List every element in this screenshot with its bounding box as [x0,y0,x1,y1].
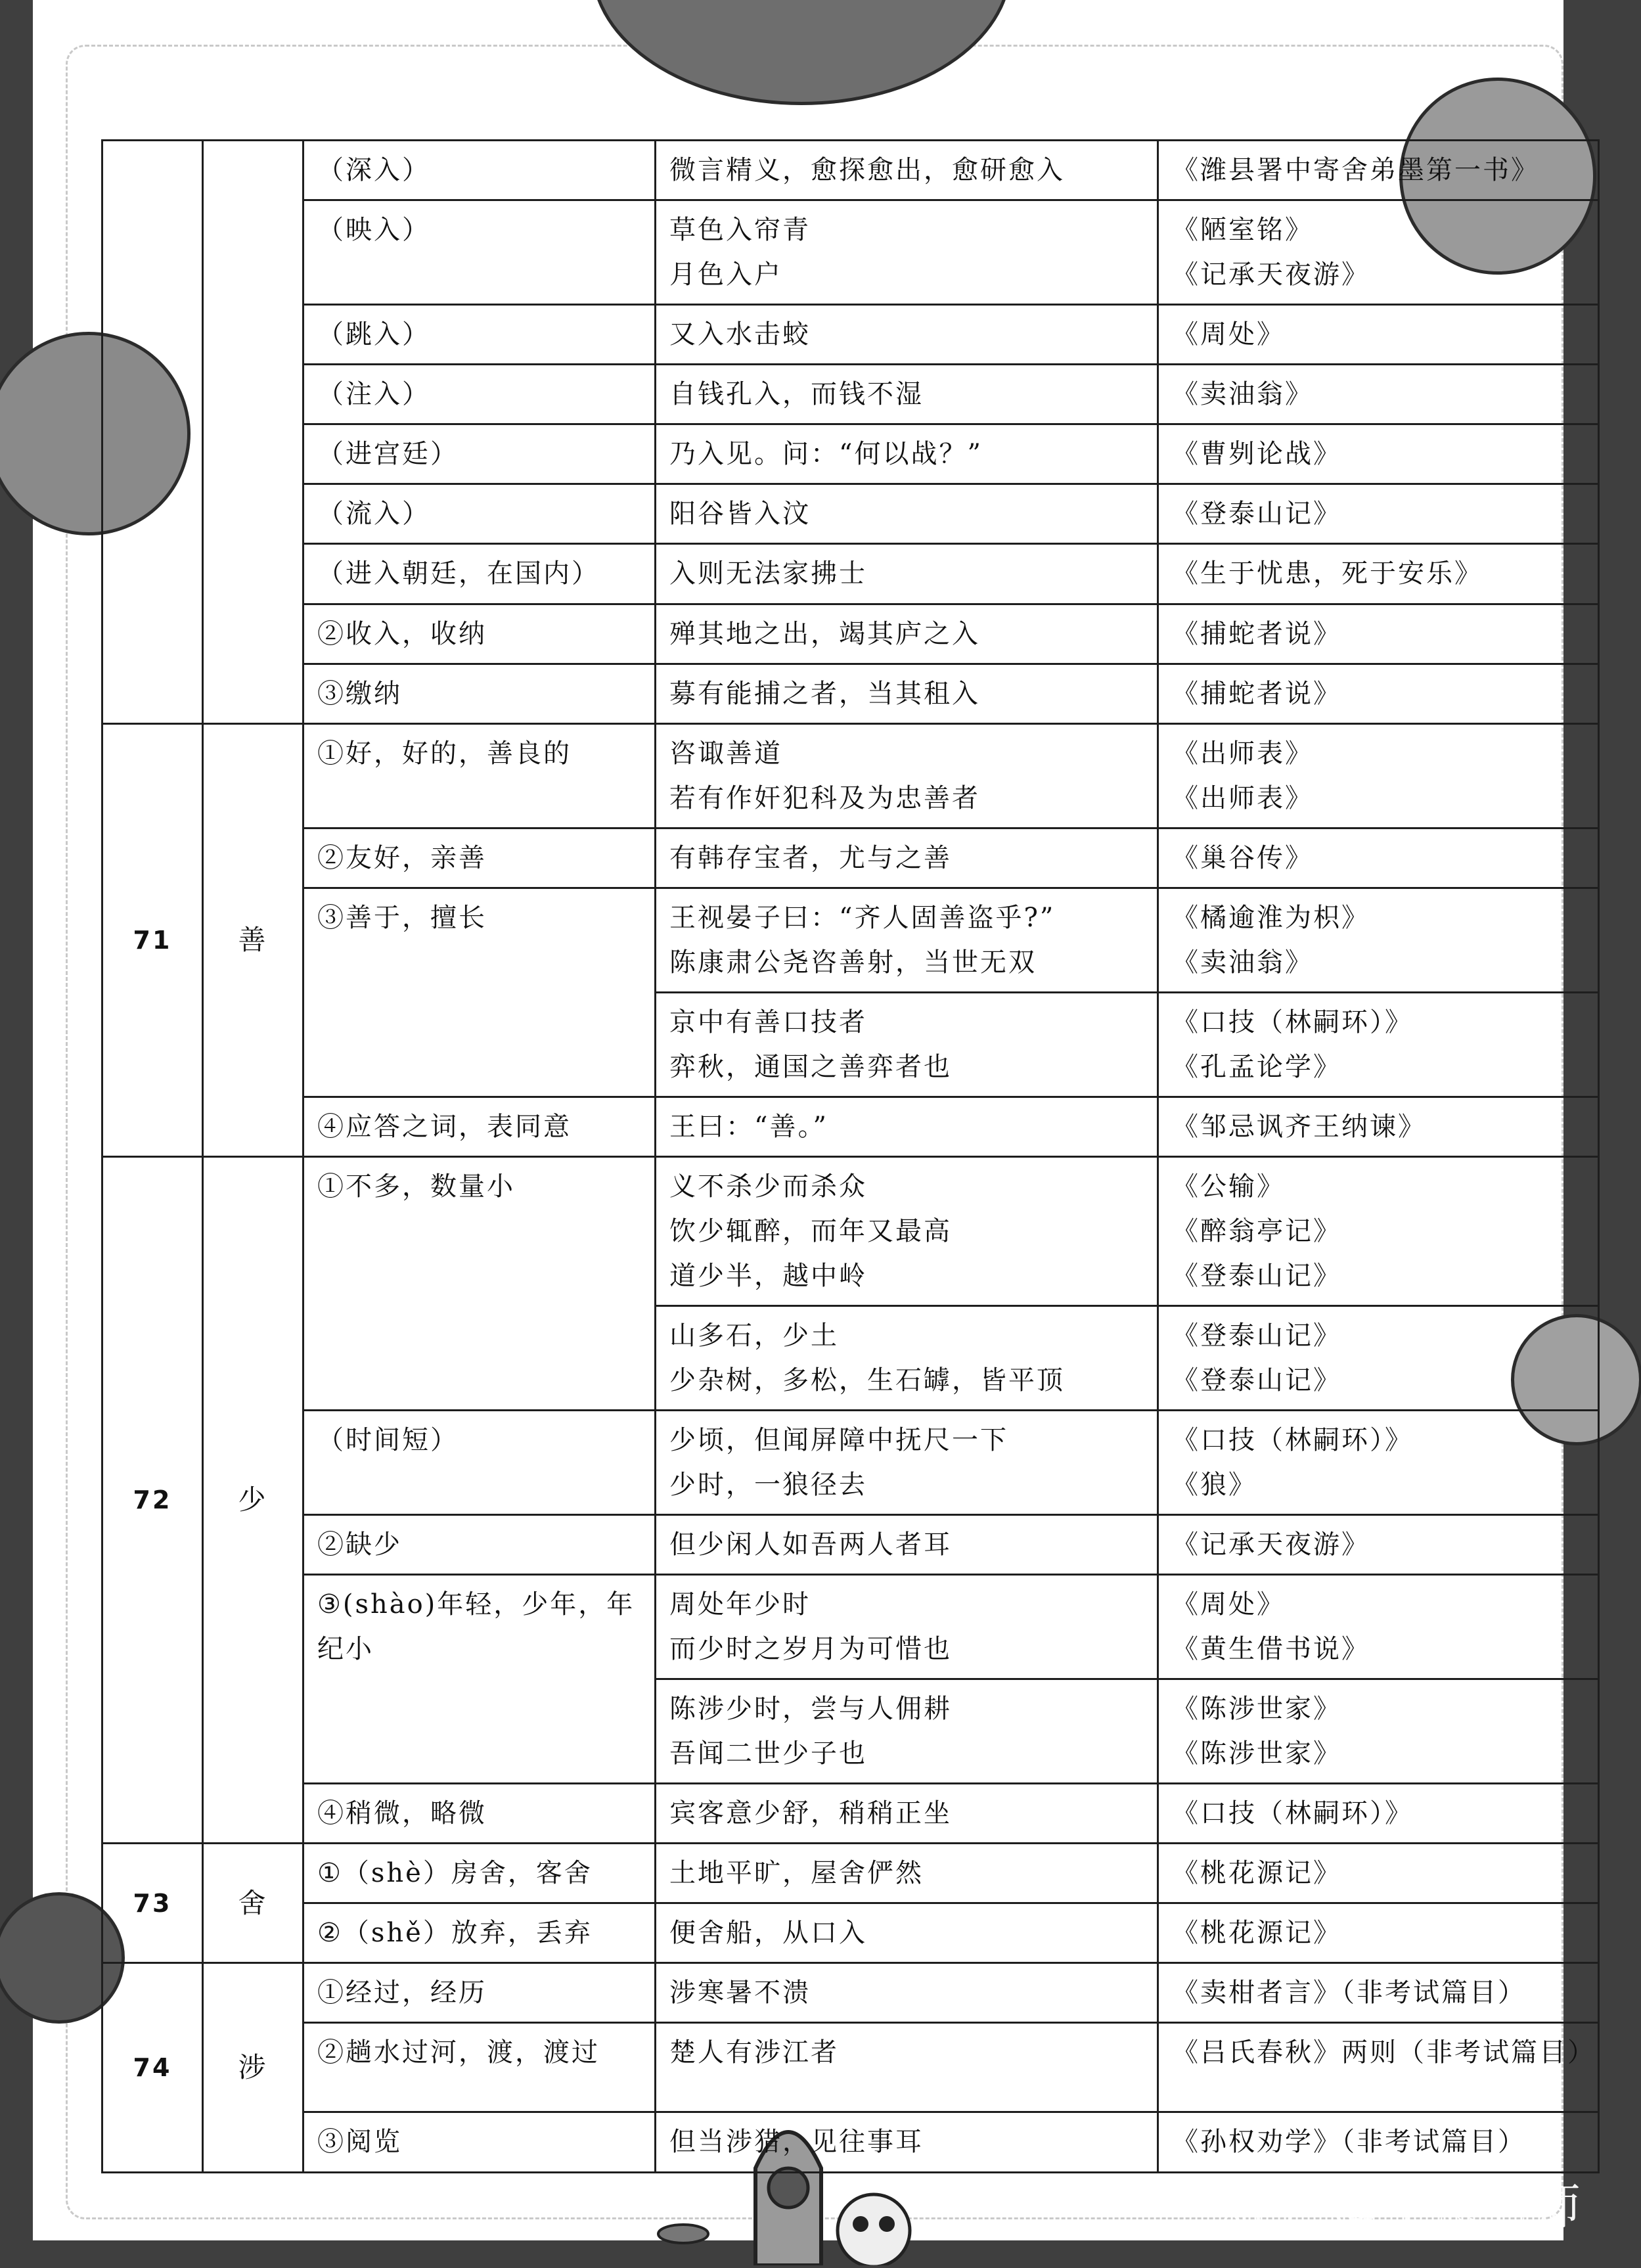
source-cell: 《巢谷传》 [1158,828,1599,888]
entry-number: 71 [102,724,203,1157]
meaning-cell: ③缴纳 [303,664,656,724]
source-cell: 《生于忧患，死于安乐》 [1158,544,1599,604]
table-row [102,305,1599,365]
table-row [102,724,1599,828]
source-cell: 《桃花源记》 [1158,1844,1599,1903]
example-cell: 周处年少时 而少时之岁月为可惜也 [656,1575,1158,1679]
meaning-cell: ④稍微，略微 [303,1784,656,1844]
source-cell: 《周处》 [1158,305,1599,365]
source-cell: 《捕蛇者说》 [1158,604,1599,664]
source-cell: 《陈涉世家》 《陈涉世家》 [1158,1679,1599,1784]
example-cell: 涉寒暑不溃 [656,1963,1158,2023]
example-cell: 咨诹善道 若有作奸犯科及为忠善者 [656,724,1158,828]
vocabulary-table [101,139,1600,2173]
table-row [102,141,1599,200]
source-cell: 《卖柑者言》（非考试篇目） [1158,1963,1599,2023]
source-cell: 《登泰山记》 《登泰山记》 [1158,1306,1599,1411]
table-row [102,544,1599,604]
example-cell: 京中有善口技者 弈秋，通国之善弈者也 [656,993,1158,1097]
source-cell: 《口技（林嗣环）》 《孔孟论学》 [1158,993,1599,1097]
example-cell: 义不杀少而杀众 饮少辄醉，而年又最高 道少半，越中岭 [656,1157,1158,1306]
example-cell: 殚其地之出，竭其庐之入 [656,604,1158,664]
source-cell: 《邹忌讽齐王纳谏》 [1158,1097,1599,1157]
example-cell: 又入水击蛟 [656,305,1158,365]
meaning-cell: ③善于，擅长 [303,888,656,1097]
example-cell: 募有能捕之者，当其租入 [656,664,1158,724]
example-cell: 有韩存宝者，尤与之善 [656,828,1158,888]
example-cell: 宾客意少舒，稍稍正坐 [656,1784,1158,1844]
table-row [102,1411,1599,1515]
meaning-cell: ③阅览 [303,2112,656,2173]
meaning-cell: （注入） [303,365,656,424]
source-cell: 《潍县署中寄舍弟墨第一书》 [1158,141,1599,200]
table-row [102,1515,1599,1575]
table-row [102,1157,1599,1306]
table-row [102,365,1599,424]
table-row [102,1784,1599,1844]
source-cell: 《吕氏春秋》两则（非考试篇目） [1158,2023,1599,2112]
table-row [102,1903,1599,1963]
example-cell: 王视晏子曰：“齐人固善盗乎?” 陈康肃公尧咨善射，当世无双 [656,888,1158,993]
table-row [102,828,1599,888]
meaning-cell: （深入） [303,141,656,200]
example-cell: 土地平旷，屋舍俨然 [656,1844,1158,1903]
meaning-cell: ②收入，收纳 [303,604,656,664]
table-row [102,1963,1599,2023]
meaning-cell: （进入朝廷，在国内） [303,544,656,604]
table-row [102,1844,1599,1903]
example-cell: 山多石，少土 少杂树，多松，生石罅，皆平顶 [656,1306,1158,1411]
meaning-cell: （映入） [303,200,656,305]
source-cell: 《口技（林嗣环）》 《狼》 [1158,1411,1599,1515]
meaning-cell: ①经过，经历 [303,1963,656,2023]
example-cell: 乃入见。问：“何以战？” [656,424,1158,484]
entry-number: 73 [102,1844,203,1963]
meaning-cell: ②（shě）放弃，丢弃 [303,1903,656,1963]
table-row [102,1575,1599,1679]
entry-character: 善 [203,724,303,1157]
watermark: 知乎 @小熊老师 [1215,2179,1582,2235]
source-cell: 《卖油翁》 [1158,365,1599,424]
meaning-cell: （流入） [303,484,656,544]
example-cell: 楚人有涉江者 [656,2023,1158,2112]
source-cell: 《陋室铭》 《记承天夜游》 [1158,200,1599,305]
table-row [102,664,1599,724]
meaning-cell: ②趟水过河，渡，渡过 [303,2023,656,2112]
entry-number [102,141,203,724]
table-row [102,604,1599,664]
meaning-cell: （进宫廷） [303,424,656,484]
example-cell: 便舍船，从口入 [656,1903,1158,1963]
source-cell: 《橘逾淮为枳》 《卖油翁》 [1158,888,1599,993]
meaning-cell: ①好，好的，善良的 [303,724,656,828]
table-row [102,2023,1599,2112]
entry-number: 74 [102,1963,203,2173]
example-cell: 阳谷皆入汶 [656,484,1158,544]
table-row [102,2112,1599,2173]
entry-character: 舍 [203,1844,303,1963]
source-cell: 《口技（林嗣环）》 [1158,1784,1599,1844]
meaning-cell: ②缺少 [303,1515,656,1575]
table-row [102,888,1599,993]
source-cell: 《曹刿论战》 [1158,424,1599,484]
table-row [102,424,1599,484]
meaning-cell: （跳入） [303,305,656,365]
meaning-cell: ④应答之词，表同意 [303,1097,656,1157]
meaning-cell: ①不多，数量小 [303,1157,656,1411]
example-cell: 陈涉少时，尝与人佣耕 吾闻二世少子也 [656,1679,1158,1784]
example-cell: 微言精义，愈探愈出，愈研愈入 [656,141,1158,200]
entry-character: 涉 [203,1963,303,2173]
example-cell: 草色入帘青 月色入户 [656,200,1158,305]
meaning-cell: ①（shè）房舍，客舍 [303,1844,656,1903]
source-cell: 《孙权劝学》（非考试篇目） [1158,2112,1599,2173]
source-cell: 《登泰山记》 [1158,484,1599,544]
source-cell: 《出师表》 《出师表》 [1158,724,1599,828]
meaning-cell: ③(shào)年轻，少年，年纪小 [303,1575,656,1784]
table-row [102,484,1599,544]
example-cell: 王曰：“善。” [656,1097,1158,1157]
entry-character [203,141,303,724]
source-cell: 《公输》 《醉翁亭记》 《登泰山记》 [1158,1157,1599,1306]
source-cell: 《桃花源记》 [1158,1903,1599,1963]
example-cell: 少顷，但闻屏障中抚尺一下 少时，一狼径去 [656,1411,1158,1515]
source-cell: 《记承天夜游》 [1158,1515,1599,1575]
meaning-cell: ②友好，亲善 [303,828,656,888]
source-cell: 《捕蛇者说》 [1158,664,1599,724]
entry-number: 72 [102,1157,203,1844]
example-cell: 入则无法家拂士 [656,544,1158,604]
example-cell: 但当涉猎，见往事耳 [656,2112,1158,2173]
table-row [102,200,1599,305]
table-row [102,1097,1599,1157]
example-cell: 自钱孔入，而钱不湿 [656,365,1158,424]
meaning-cell: （时间短） [303,1411,656,1515]
entry-character: 少 [203,1157,303,1844]
source-cell: 《周处》 《黄生借书说》 [1158,1575,1599,1679]
example-cell: 但少闲人如吾两人者耳 [656,1515,1158,1575]
